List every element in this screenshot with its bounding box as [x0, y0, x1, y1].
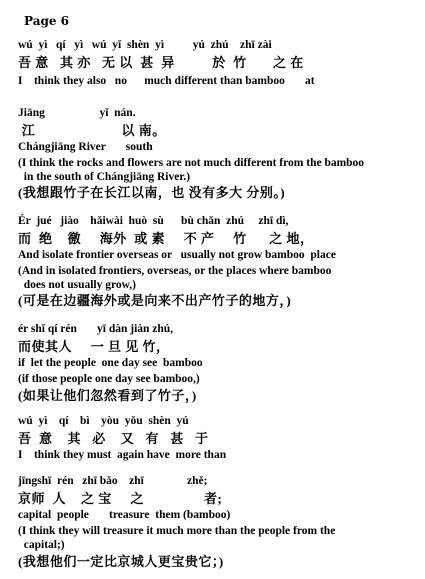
chinese-line-6: 京师 人 之 宝 之 者;: [18, 491, 223, 506]
gloss-line-1: I think they also no much different than bamboo at: [18, 75, 315, 87]
pinyin-line-3: Ér jué jiào hǎiwài huò sù bù chǎn zhú zhī dì,: [18, 215, 289, 227]
chinese-line-4: 而使其人 一 旦 见 竹，: [18, 339, 170, 354]
pinyin-line-2: Jiāng yǐ nán.: [18, 107, 136, 119]
chinese-translation-2: (可是在边疆海外或是向来不出产竹子的地方，): [18, 293, 292, 308]
gloss-line-3: And isolate frontier overseas or usually not grow bamboo place: [18, 249, 336, 261]
pinyin-line-6: jīngshī rén zhī bǎo zhī zhě;: [18, 475, 208, 487]
translation-line-1a: (I think the rocks and flowers are not much different from the bamboo: [18, 157, 365, 169]
chinese-line-3: 而 绝 徼 海外 或 素 不 产 竹 之 地，: [18, 231, 314, 246]
gloss-line-2: Chángjiāng River south: [18, 141, 153, 153]
chinese-line-5: 吾 意 其 必 又 有 甚 于: [18, 431, 209, 446]
translation-line-1b: in the south of Chángjiāng River.): [18, 171, 191, 183]
gloss-line-5: I think they must again have more than: [18, 449, 227, 461]
translation-line-4a: (I think they will treasure it much more than the people from the: [18, 525, 336, 537]
chinese-translation-3: (如果让他们忽然看到了竹子，): [18, 388, 197, 403]
pinyin-line-5: wú yì qí bì yòu yǒu shèn yú: [18, 415, 189, 427]
pinyin-line-1: wú yì qí yì wú yǐ shèn yì yú zhú zhī zài: [18, 39, 272, 51]
translation-line-3: (if those people one day see bamboo,): [18, 373, 200, 385]
gloss-line-4: if let the people one day see bamboo: [18, 357, 203, 369]
page-label: Page 6: [24, 14, 70, 28]
gloss-line-6: capital people treasure them (bamboo): [18, 509, 231, 521]
chinese-line-1: 吾 意 其 亦 无 以 甚 异 於 竹 之 在: [18, 55, 304, 70]
chinese-line-2: 江 以 南。: [18, 123, 166, 138]
translation-line-2a: (And in isolated frontiers, overseas, or the places where bamboo: [18, 265, 332, 277]
chinese-translation-4: (我想他们一定比京城人更宝贵它；): [18, 554, 224, 569]
chinese-translation-1: (我想跟竹子在长江以南，也 没有多大 分别。): [18, 185, 286, 200]
translation-line-4b: capital;): [18, 539, 65, 551]
pinyin-line-4: ér shǐ qí rén yī dàn jiàn zhú,: [18, 323, 174, 335]
translation-line-2b: does not usually grow,): [18, 279, 137, 291]
